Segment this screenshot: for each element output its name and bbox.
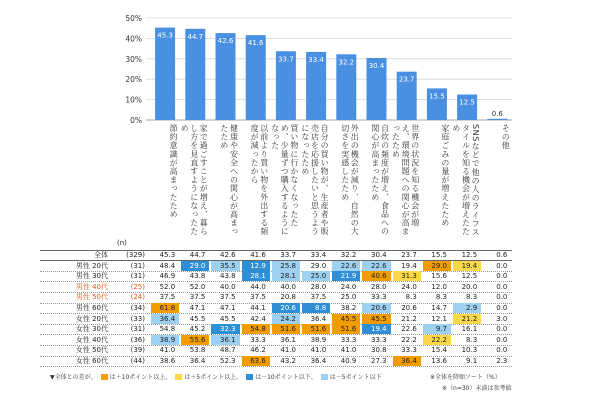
y-tick-label: 0% (130, 116, 142, 125)
category-label: 自炊の頻度が増え、食品への関心が高まったため (370, 124, 390, 236)
table-cell: 12.0 (431, 282, 447, 291)
table-cell: 24.0 (340, 282, 357, 291)
table-cell: 22.2 (401, 335, 417, 344)
table-cell: 35.5 (211, 261, 239, 271)
table-cell: 0.0 (496, 346, 508, 355)
table-top-border (40, 250, 512, 251)
table-cell: 15.5 (431, 251, 447, 259)
y-tick-label: 20% (125, 75, 142, 85)
table-cell: 16.1 (461, 325, 478, 334)
table-cell: 41.0 (159, 346, 176, 355)
table-row-n: (44) (130, 357, 145, 365)
category-label: 以前より買い物を外出する頻度が減ったから (250, 124, 269, 236)
table-cell: 22.6 (401, 325, 417, 334)
table-cell: 47.1 (219, 304, 236, 312)
table-cell: 20.6 (401, 304, 417, 312)
table-cell: 0.0 (496, 335, 508, 344)
table-row-n: (24) (130, 293, 145, 302)
table-cell: 28.0 (370, 282, 387, 291)
table-cell: 45.5 (219, 314, 236, 323)
table-row-n: (31) (130, 325, 145, 334)
y-tick-label: 40% (125, 34, 142, 44)
table-cell: 36.4 (393, 356, 421, 366)
n-column-header: (n) (117, 239, 127, 247)
category-label: 外出の機会が減り、自然の大切さを実感したため (340, 124, 360, 236)
table-row-label: 男性 50代 (75, 293, 108, 302)
table-row-n: (34) (130, 304, 145, 312)
table-cell: 36.4 (151, 314, 179, 324)
table-cell: 37.5 (189, 293, 206, 302)
table-row-n: (25) (130, 282, 145, 291)
bar-value-label: 12.5 (459, 98, 475, 107)
y-tick-label: 30% (125, 54, 142, 64)
table-cell: 37.5 (310, 293, 327, 302)
bar-value-label: 41.6 (247, 39, 264, 48)
table-cell: 63.6 (242, 356, 270, 366)
table-cell: 46.9 (159, 272, 176, 281)
table-cell: 33.3 (340, 335, 357, 344)
bar-value-label: 45.3 (157, 31, 173, 40)
chart-bars (155, 28, 507, 120)
table-cell: 12.5 (461, 251, 478, 259)
bar (185, 29, 205, 120)
table-cell: 19.4 (362, 324, 390, 334)
table-cell: 38.2 (340, 304, 357, 312)
table-cell: 55.6 (181, 335, 209, 345)
table-cell: 33.3 (250, 335, 266, 344)
legend-intro: ▼全体との差が、 (50, 374, 97, 381)
y-tick-label: 10% (125, 95, 142, 105)
table-cell: 42.6 (219, 251, 236, 259)
table-row-label: 女性 30代 (75, 325, 108, 334)
table-row-n: (39) (130, 346, 145, 355)
bar-value-label: 32.2 (338, 58, 355, 67)
table-cell: 42.4 (250, 314, 266, 323)
table-cell: 0.6 (496, 251, 508, 259)
table-cell: 24.2 (272, 314, 300, 324)
table-cell: 40.6 (362, 271, 390, 281)
table-cell: 38.6 (159, 357, 176, 365)
table-cell: 33.4 (310, 251, 327, 259)
category-label: 節約意識が高まったため (169, 124, 179, 219)
table-cell: 33.3 (370, 335, 387, 344)
table-cell: 30.4 (370, 251, 387, 259)
table-cell: 21.2 (401, 314, 417, 323)
table-cell: 29.0 (423, 261, 451, 271)
table-cell: 14.7 (431, 304, 447, 312)
y-tick-label: 50% (125, 14, 142, 23)
table-cell: 40.9 (340, 357, 357, 365)
bar-value-label: 33.4 (308, 55, 324, 64)
table-cell: 8.3 (405, 293, 417, 302)
bar-value-label: 23.7 (398, 75, 415, 84)
table-cell: 38.9 (151, 335, 179, 345)
table-cell: 53.8 (189, 346, 206, 355)
table-cell: 29.0 (310, 261, 327, 270)
table-cell: 23.7 (401, 251, 417, 259)
table-row-label: 男性 60代 (75, 304, 108, 312)
table-cell: 51.6 (272, 324, 300, 334)
table-row-label: 男性 20代 (75, 261, 108, 270)
table-cell: 43.2 (280, 357, 296, 365)
table-cell: 54.8 (242, 324, 270, 334)
table-cell: 36.4 (189, 357, 206, 365)
bar-value-label: 15.5 (429, 92, 445, 101)
table-cell: 13.6 (431, 357, 447, 365)
table-cell: 44.1 (250, 304, 266, 312)
bar-value-label: 44.7 (187, 32, 204, 41)
table-cell: 20.6 (362, 303, 390, 313)
table-cell: 40.0 (219, 282, 236, 291)
table-cell: 20.8 (280, 293, 296, 302)
bar-value-label: 0.6 (491, 109, 503, 118)
table-cell: 43.8 (219, 272, 236, 281)
table-row-label: 女性 60代 (75, 357, 108, 365)
legend-swatch-lo10 (246, 374, 253, 380)
table-cell: 44.0 (250, 282, 266, 291)
table-cell: 45.2 (189, 325, 206, 334)
legend-hi5-text: は＋5ポイント以上、 (184, 374, 243, 381)
sort-note: ※全体を降順ソート（%） (430, 374, 501, 381)
table-cell: 20.0 (461, 282, 478, 291)
table-cell: 8.3 (435, 293, 447, 302)
table-row-n: (31) (130, 261, 145, 270)
table-cell: 37.5 (250, 293, 266, 302)
y-axis (125, 14, 142, 125)
table-cell: 52.0 (159, 282, 176, 291)
legend-hi10-text: は＋10ポイント以上、 (109, 374, 172, 381)
category-label: 世界の状況を知る機会が増え、環境問題への関心が高まったため (391, 124, 420, 236)
category-label: その他 (501, 124, 511, 150)
table-cell: 32.3 (211, 324, 239, 334)
table-row-n: (33) (130, 314, 145, 323)
table-cell: 25.0 (340, 293, 357, 302)
table-cell: 0.0 (496, 325, 508, 334)
bar-value-label: 33.7 (278, 55, 294, 64)
table-cell: 21.2 (453, 314, 481, 324)
table-cell: 2.9 (453, 303, 481, 313)
table-cell: 30.8 (370, 346, 387, 355)
table-row-label: 女性 20代 (75, 314, 108, 323)
legend-lo10-text: は－10ポイント以下、 (255, 374, 317, 381)
table-cell: 8.3 (466, 335, 478, 344)
category-label: 自分の買い物が、生産者や販売店を応援したいと思うようになったため (300, 124, 330, 236)
table-cell: 36.4 (310, 314, 327, 323)
category-label: 買い物に行かなくなったため、少量ずつ購入するようになった (270, 124, 299, 236)
table-cell: 33.3 (401, 346, 417, 355)
table-cell: 15.6 (431, 272, 447, 281)
table-cell: 0.0 (496, 261, 508, 270)
table-cell: 24.0 (401, 282, 417, 291)
table-cell: 45.5 (362, 314, 390, 324)
category-label: 家庭ごみの量が増えたため (440, 124, 450, 228)
table-cell: 22.6 (332, 261, 360, 271)
table-cell: 33.3 (370, 293, 387, 302)
table-row-label: 女性 40代 (75, 335, 108, 344)
table-cell: 37.5 (219, 293, 236, 302)
table-cell: 9.1 (466, 357, 478, 365)
table-cell: 61.8 (151, 303, 179, 313)
table-cell: 19.4 (453, 261, 481, 271)
table-cell: 48.4 (159, 261, 176, 270)
table-cell: 41.6 (250, 251, 266, 259)
table-cell: 10.3 (461, 346, 478, 355)
table-cell: 22.6 (362, 261, 390, 271)
table-cell: 41.0 (340, 346, 357, 355)
table-cell: 52.0 (189, 282, 206, 291)
table-cell: 45.5 (189, 314, 206, 323)
table-cell: 41.0 (280, 346, 296, 355)
table-cell: 54.8 (159, 325, 176, 334)
table-cell: 0.0 (496, 304, 508, 312)
category-label: 家で過ごすことが増え、暮らし方を見直すようになったため (180, 124, 209, 236)
legend (50, 372, 382, 381)
table-row-n: (329) (126, 251, 145, 259)
table-cell: 47.1 (189, 304, 206, 312)
table-row-label: 女性 50代 (75, 346, 108, 355)
table-cell: 25.8 (272, 261, 300, 271)
table-cell: 8.8 (302, 303, 330, 313)
table-cell: 2.3 (496, 357, 508, 365)
table-cell: 19.4 (401, 261, 417, 270)
table-cell: 3.0 (496, 314, 508, 323)
bar-value-label: 30.4 (368, 61, 385, 70)
bar (246, 35, 266, 120)
legend-swatch-hi10 (101, 374, 108, 380)
table-cell: 43.8 (189, 272, 206, 281)
table-cell: 45.3 (159, 251, 176, 259)
table-cell: 36.1 (211, 335, 239, 345)
bar (487, 119, 507, 120)
table-cell: 44.7 (189, 251, 206, 259)
table-cell: 28.1 (272, 271, 300, 281)
table-cell: 41.0 (310, 346, 327, 355)
table-cell: 51.6 (332, 324, 360, 334)
bar (216, 33, 236, 120)
table-cell: 8.3 (466, 293, 478, 302)
table-cell: 0.0 (496, 272, 508, 281)
legend-swatch-hi5 (175, 374, 182, 380)
table-cell: 33.7 (280, 251, 296, 259)
table-row-label: 男性 40代 (75, 282, 108, 291)
table-cell: 28.0 (310, 282, 327, 291)
table-cell: 27.3 (370, 357, 387, 365)
table-cell: 0.0 (496, 293, 508, 302)
table-cell: 38.9 (310, 335, 327, 344)
table-cell: 22.2 (423, 335, 451, 345)
table-row-label: 全体 (94, 251, 108, 259)
table-cell: 31.3 (393, 271, 421, 281)
table-cell: 37.5 (159, 293, 176, 302)
table-cell: 36.1 (280, 335, 296, 344)
table-cell: 12.9 (242, 261, 270, 271)
chart-bar-labels (157, 32, 503, 118)
legend-swatch-lo5 (321, 374, 328, 380)
table-cell: 51.6 (302, 324, 330, 334)
table-cell: 15.4 (431, 346, 447, 355)
table-cell: 12.1 (431, 314, 447, 323)
table-row-n: (31) (130, 272, 145, 281)
table-cell: 36.4 (310, 357, 327, 365)
table-cell: 40.0 (280, 282, 296, 291)
bar (155, 28, 175, 120)
table-row-n: (36) (130, 335, 145, 344)
table-cell: 48.7 (219, 346, 236, 355)
table-cell: 29.0 (181, 261, 209, 271)
table-row-divider (40, 366, 512, 367)
table-cell: 9.7 (423, 324, 451, 334)
sample-size-note: ※（n=30）未満は参考値 (442, 385, 512, 392)
table-cell: 21.9 (332, 271, 360, 281)
table-cell: 20.6 (272, 303, 300, 313)
table-cell: 46.2 (250, 346, 266, 355)
table-cell: 45.5 (332, 314, 360, 324)
table-cell: 0.0 (496, 282, 508, 291)
table-cell: 25.0 (302, 271, 330, 281)
bar-value-label: 42.6 (217, 37, 234, 46)
legend-lo5-text: は－5ポイント以下 (329, 374, 382, 381)
category-label: 健康や安全への関心が高まったため (219, 124, 239, 236)
category-label: SNSなどで他の人のライフスタイルを知る機会が増えたため (451, 124, 481, 237)
table-cell: 12.5 (461, 272, 478, 281)
table-cell: 52.3 (219, 357, 236, 365)
table-cell: 32.2 (340, 251, 357, 259)
table-cell: 28.1 (242, 271, 270, 281)
table-row-label: 男性 30代 (75, 272, 108, 281)
